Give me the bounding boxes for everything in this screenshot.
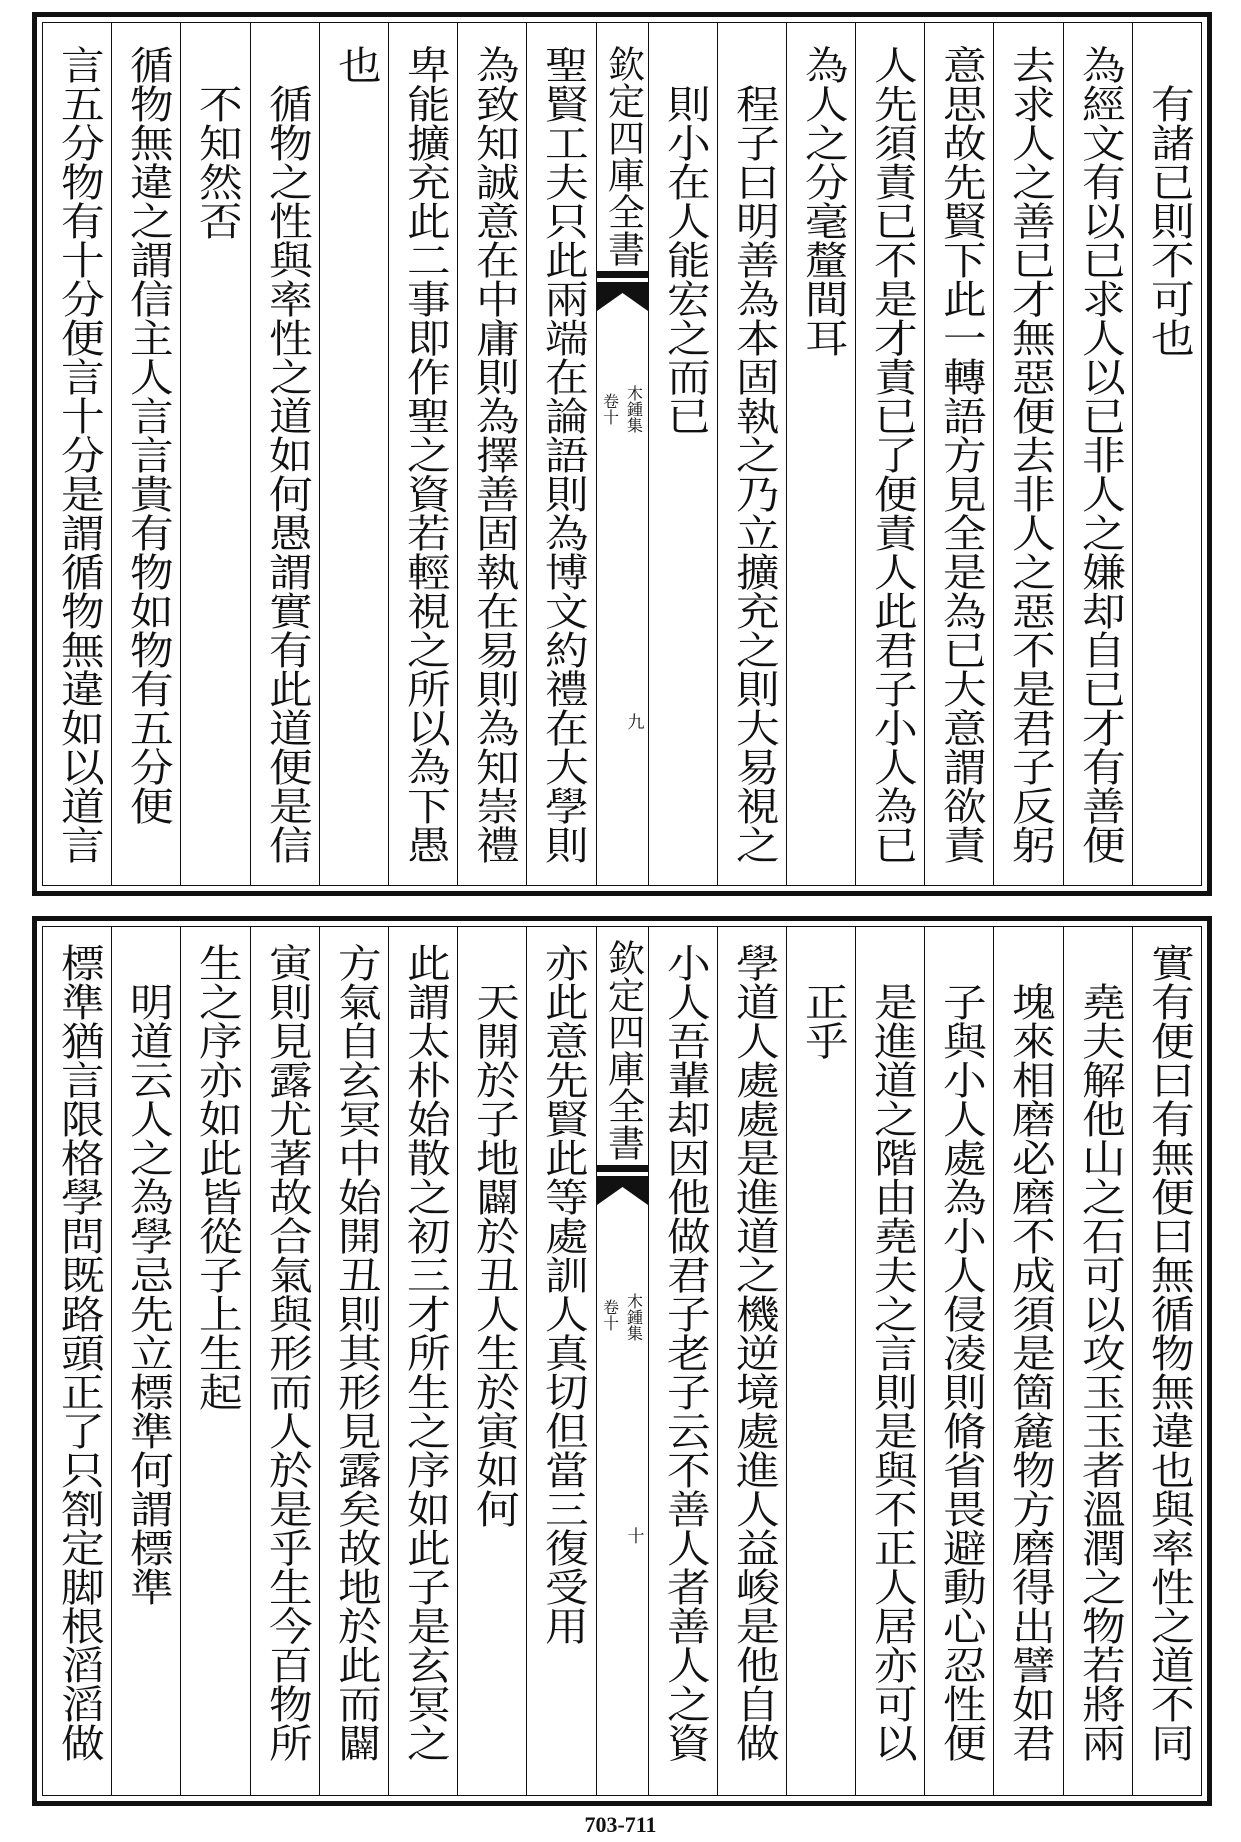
column-text: 不知然否 <box>192 84 243 240</box>
column-text: 此謂太朴始散之初三才所生之序如此子是玄冥之 <box>399 943 451 1762</box>
text-column <box>786 23 855 885</box>
text-column <box>855 927 924 1795</box>
fish-tail-ornament <box>597 271 648 311</box>
column-text: 方氣自玄冥中始開丑則其形見露矣故地於此而闢 <box>330 943 381 1762</box>
text-column <box>993 23 1062 885</box>
text-column <box>1063 23 1132 885</box>
lower-leaf <box>32 916 1212 1806</box>
upper-leaf-column-grid <box>42 22 1202 886</box>
text-column <box>648 23 717 885</box>
text-column <box>855 23 924 885</box>
text-column <box>43 927 111 1795</box>
text-column <box>648 927 717 1795</box>
lower-leaf-column-grid <box>42 926 1202 1796</box>
text-column <box>786 927 855 1795</box>
column-text: 循物無違之謂信主人言言貴有物如物有五分便 <box>122 45 174 825</box>
text-column <box>319 927 388 1795</box>
fish-tail-ornament <box>597 1165 648 1205</box>
text-column <box>526 927 595 1795</box>
column-text: 學道人處處是進道之機逆境處進人益峻是他自做 <box>728 943 779 1762</box>
column-text: 意思故先賢下此一轉語方見全是為已大意謂欲責 <box>935 45 987 864</box>
column-text: 有諸已則不可也 <box>1143 84 1194 357</box>
column-text: 小人吾輩却因他做君子老子云不善人者善人之資 <box>659 943 710 1762</box>
fold-page-number: 九 <box>623 713 644 730</box>
text-column <box>319 23 388 885</box>
text-column <box>717 23 786 885</box>
column-text: 言五分物有十分便言十分是謂循物無違如以道言 <box>53 45 105 864</box>
text-column <box>111 927 180 1795</box>
text-column <box>250 927 319 1795</box>
fold-juan-number: 卷十 <box>600 393 620 425</box>
fold-book-title: 木鍾集 <box>624 385 644 433</box>
column-text: 為致知誠意在中庸則為擇善固執在易則為知崇禮 <box>468 45 520 864</box>
column-text: 為人之分毫釐間耳 <box>797 45 848 357</box>
column-text: 亦此意先賢此等處訓人真切但當三復受用 <box>537 943 589 1645</box>
text-column <box>924 927 993 1795</box>
column-text: 程子曰明善為本固執之乃立擴充之則大易視之 <box>728 84 779 864</box>
text-column <box>1132 23 1201 885</box>
column-text: 寅則見露尤著故合氣與形而人於是乎生今百物所 <box>261 943 312 1762</box>
text-column <box>993 927 1062 1795</box>
text-column <box>180 23 249 885</box>
column-text: 是進道之階由堯夫之言則是與不正人居亦可以 <box>866 982 918 1762</box>
text-column <box>717 927 786 1795</box>
column-text: 去求人之善已才無惡便去非人之惡不是君子反躬 <box>1005 45 1056 864</box>
column-text: 人先須責已不是才責已了便責人此君子小人為已 <box>866 45 918 864</box>
column-text: 卑能擴充此二事即作聖之資若輕視之所以為下愚 <box>399 45 451 864</box>
text-column <box>43 23 111 885</box>
column-text: 塊來相磨必磨不成須是箇麄物方磨得出譬如君 <box>1005 982 1056 1762</box>
text-column <box>457 23 526 885</box>
column-text: 標準猶言限格學問既路頭正了只劄定脚根滔滔做 <box>53 943 105 1762</box>
text-column <box>388 23 457 885</box>
column-text: 明道云人之為學忌先立標準何謂標準 <box>122 982 174 1606</box>
column-text: 循物之性與率性之道如何愚謂實有此道便是信 <box>261 84 312 864</box>
center-fold <box>596 927 648 1795</box>
column-text: 為經文有以已求人以已非人之嫌却自已才有善便 <box>1074 45 1125 864</box>
column-text: 子與小人處為小人侵凌則脩省畏避動心忍性便 <box>935 982 987 1762</box>
column-text: 聖賢工夫只此兩端在論語則為博文約禮在大學則 <box>537 45 589 864</box>
sheet-number: 703-711 <box>584 1812 657 1837</box>
text-column <box>1063 927 1132 1795</box>
column-text: 正乎 <box>797 982 848 1060</box>
fold-book-title: 木鍾集 <box>624 1293 644 1341</box>
fold-collection-title: 欽定四庫全書 <box>601 45 645 267</box>
text-column <box>457 927 526 1795</box>
text-column <box>1132 927 1201 1795</box>
column-text: 天開於子地闢於丑人生於寅如何 <box>468 982 520 1528</box>
column-text: 則小在人能宏之而已 <box>659 84 710 435</box>
column-text: 也 <box>330 45 381 84</box>
center-fold <box>596 23 648 885</box>
fold-juan-number: 卷十 <box>600 1299 620 1331</box>
fold-page-number: 十 <box>623 1527 644 1544</box>
column-text: 實有便曰有無便曰無循物無違也與率性之道不同 <box>1143 943 1194 1762</box>
text-column <box>180 927 249 1795</box>
text-column <box>924 23 993 885</box>
fold-collection-title: 欽定四庫全書 <box>601 939 645 1161</box>
upper-leaf <box>32 12 1212 896</box>
text-column <box>526 23 595 885</box>
text-column <box>250 23 319 885</box>
text-column <box>111 23 180 885</box>
text-column <box>388 927 457 1795</box>
column-text: 堯夫解他山之石可以攻玉玉者溫潤之物若將兩 <box>1074 982 1125 1762</box>
column-text: 生之序亦如此皆從子上生起 <box>192 943 243 1411</box>
